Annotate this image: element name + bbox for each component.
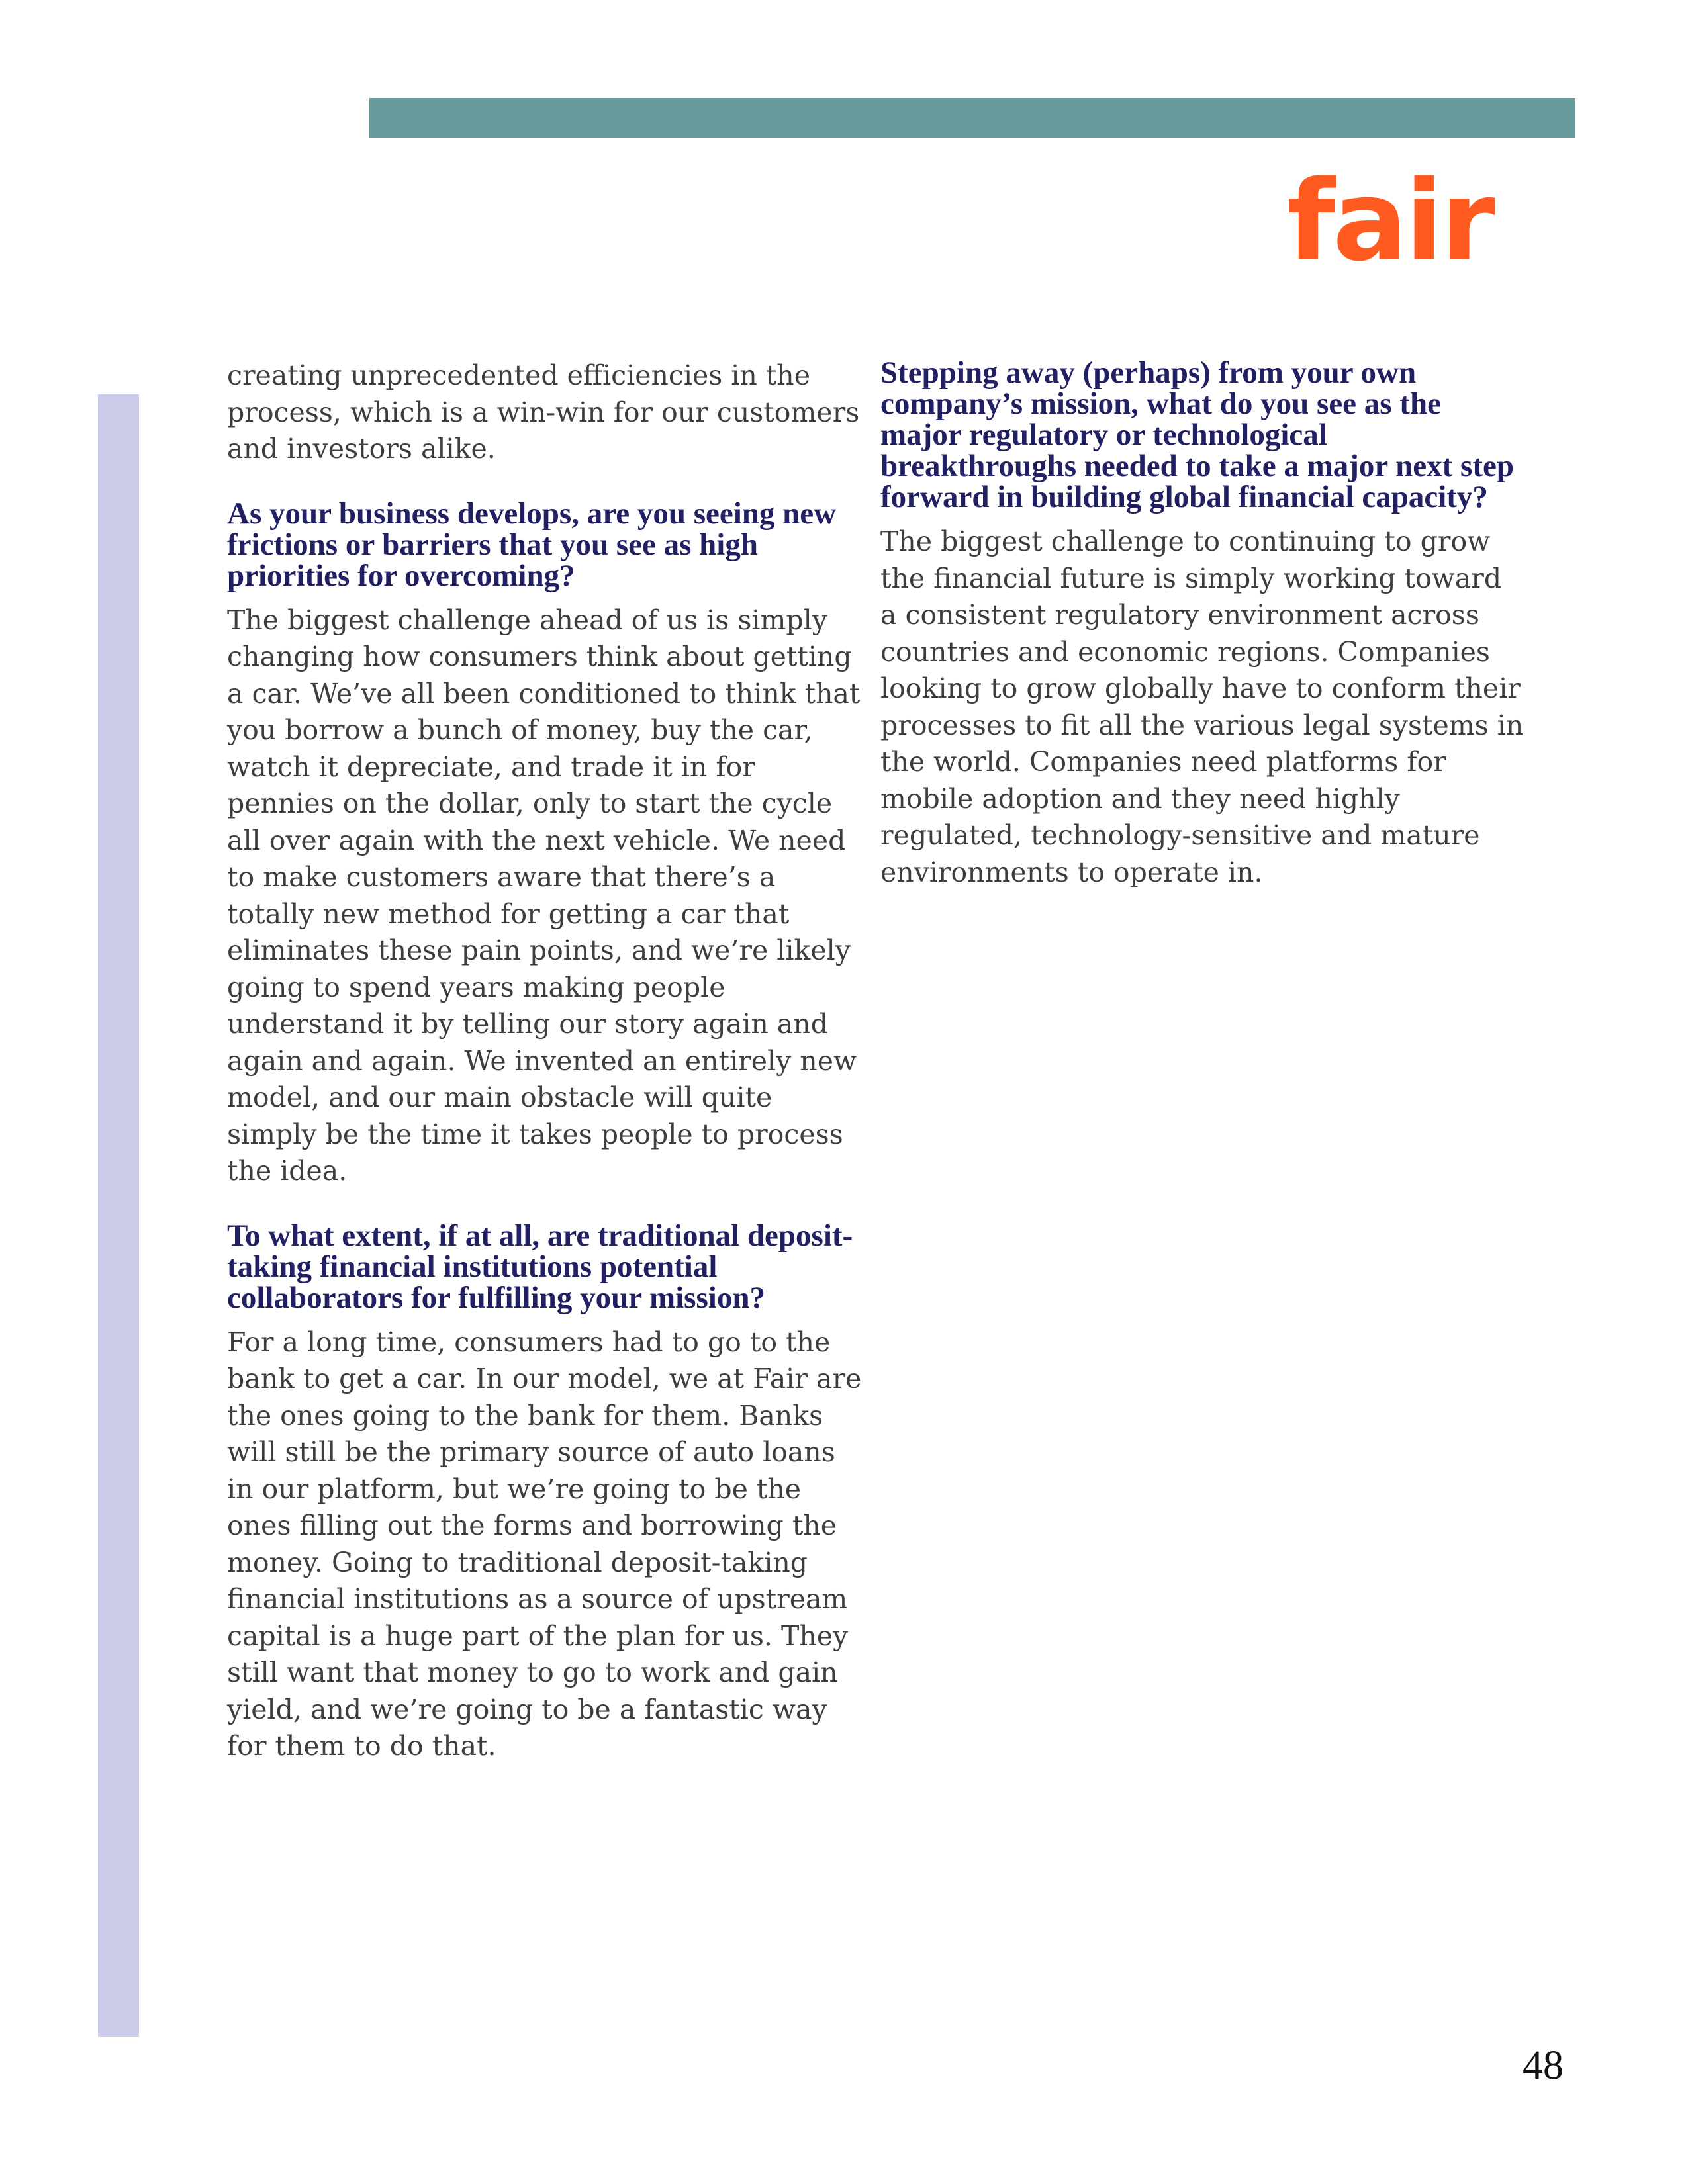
answer-breakthroughs: The biggest challenge to continuing to grow the financial future is simply working toward a consistent regulatory environment across countries and economic regions. Companies looking to grow globally have to conform their processes to fit all the various legal systems in the world. Companies need platforms for mobile adoption and they need highly regulated, technology-sensitive and mature environments to operate in. bbox=[880, 525, 1524, 888]
question-collaborators: To what extent, if at all, are traditional deposit-taking financial institutions potential collaborators for fulfilling your mission? bbox=[227, 1218, 853, 1315]
fair-logo: fair bbox=[1287, 156, 1493, 286]
intro-paragraph: creating unprecedented efficiencies in the process, which is a win-win for our customers and investors alike. bbox=[227, 359, 860, 465]
question-breakthroughs: Stepping away (perhaps) from your own company’s mission, what do you see as the major regulatory or technological breakthroughs needed to take a major next step forward in building global financial capacity? bbox=[880, 355, 1514, 514]
question-frictions: As your business develops, are you seeing new frictions or barriers that you see as high priorities for overcoming? bbox=[227, 496, 837, 593]
left-column bbox=[227, 357, 864, 1765]
answer-collaborators: For a long time, consumers had to go to the bank to get a car. In our model, we at Fair are the ones going to the bank for them. Banks will still be the primary source of auto loans in our platform, but we’re going to be the ones filling out the forms and borrowing the money. Going to traditional deposit-taking financial institutions as a source of upstream capital is a huge part of the plan for us. They still want that money to go to work and gain yield, and we’re going to be a fantastic way for them to do that. bbox=[227, 1326, 862, 1762]
header-accent-bar bbox=[369, 98, 1575, 138]
side-accent-bar bbox=[98, 394, 139, 2037]
answer-frictions: The biggest challenge ahead of us is simply changing how consumers think about getting a car. We’ve all been conditioned to think that you borrow a bunch of money, buy the car, watch it depreciate, and trade it in for pennies on the dollar, only to start the cycle all over again with the next vehicle. We need to make customers aware that there’s a totally new method for getting a car that eliminates these pain points, and we’re likely going to spend years making people understand it by telling our story again and again and again. We invented an entirely new model, and our main obstacle will quite simply be the time it takes people to process the idea. bbox=[227, 604, 861, 1187]
page-number: 48 bbox=[1523, 2043, 1564, 2088]
right-column bbox=[880, 357, 1524, 891]
